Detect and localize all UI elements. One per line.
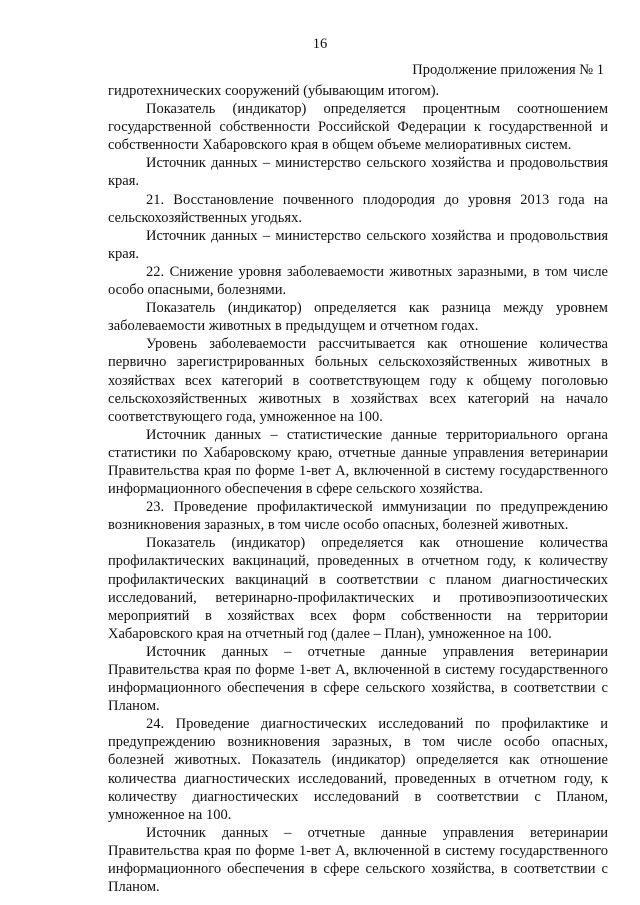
paragraph-indicator-vaccination: Показатель (индикатор) определяется как отношение количества профилактических вакцинаций, проведенных в отчетном году, к количеству профилактических вакцинаций в соответствии с планом диагностических исследований, ветеринарно-профилактических и противоэпизоотических мероприятий в хозяйствах всех форм собственности на территории Хабаровского края на отчетный год (далее – План), умноженное на 100.: [108, 535, 608, 642]
paragraph-data-source: Источник данных – министерство сельского хозяйства и продовольствия края.: [108, 227, 608, 262]
paragraph-data-source: Источник данных – министерство сельского хозяйства и продовольствия края.: [108, 155, 608, 190]
paragraph-data-source: Источник данных – статистические данные территориального органа статистики по Хабаровскому краю, отчетные данные управления ветеринарии Правительства края по форме 1-вет А, включенной в систему государственного информационного обеспечения в сфере сельского хозяйства.: [108, 426, 608, 498]
paragraph-item-22: 22. Снижение уровня заболеваемости животных заразными, в том числе особо опасными, болезнями.: [108, 263, 608, 299]
document-body: [108, 82, 608, 896]
paragraph-item-21: 21. Восстановление почвенного плодородия до уровня 2013 года на сельскохозяйственных угодьях.: [108, 191, 608, 226]
paragraph-item-24: 24. Проведение диагностических исследований по профилактике и предупреждению возникновения заразных, в том числе особо опасных, болезней животных. Показатель (индикатор) определяется как отношение количества диагностических исследований, проведенных в отчетном году, к количеству диагностических исследований в соответствии с Планом, умноженное на 100.: [108, 716, 608, 823]
paragraph-item-23: 23. Проведение профилактической иммунизации по предупреждению возникновения заразных, в том числе особо опасных, болезней животных.: [108, 499, 608, 534]
paragraph-data-source: Источник данных – отчетные данные управления ветеринарии Правительства края по форме 1-вет А, включенной в систему государственного информационного обеспечения в сфере сельского хозяйства, в соответствии с Планом.: [108, 643, 608, 715]
paragraph-indicator-state-ownership: Показатель (индикатор) определяется процентным соотношением государственной собственности Российской Федерации к государственной и собственности Хабаровского края в общем объеме мелиоративных систем.: [108, 101, 608, 154]
page-number: 16: [312, 36, 328, 52]
paragraph-data-source: Источник данных – отчетные данные управления ветеринарии Правительства края по форме 1-вет А, включенной в систему государственного информационного обеспечения в сфере сельского хозяйства, в соответствии с Планом.: [108, 824, 608, 896]
paragraph-indicator-morbidity: Показатель (индикатор) определяется как разница между уровнем заболеваемости животных в предыдущем и отчетном годах.: [108, 300, 608, 335]
paragraph-continuation: гидротехнических сооружений (убывающим итогом).: [108, 83, 440, 99]
paragraph-morbidity-calculation: Уровень заболеваемости рассчитывается как отношение количества первично зарегистрированных больных сельскохозяйственных животных в хозяйствах всех категорий в соответствующем году к общему поголовью сельскохозяйственных животных в хозяйствах всех категорий на начало соответствующего года, умноженное на 100.: [108, 336, 608, 425]
appendix-continuation-label: Продолжение приложения № 1: [412, 62, 604, 78]
